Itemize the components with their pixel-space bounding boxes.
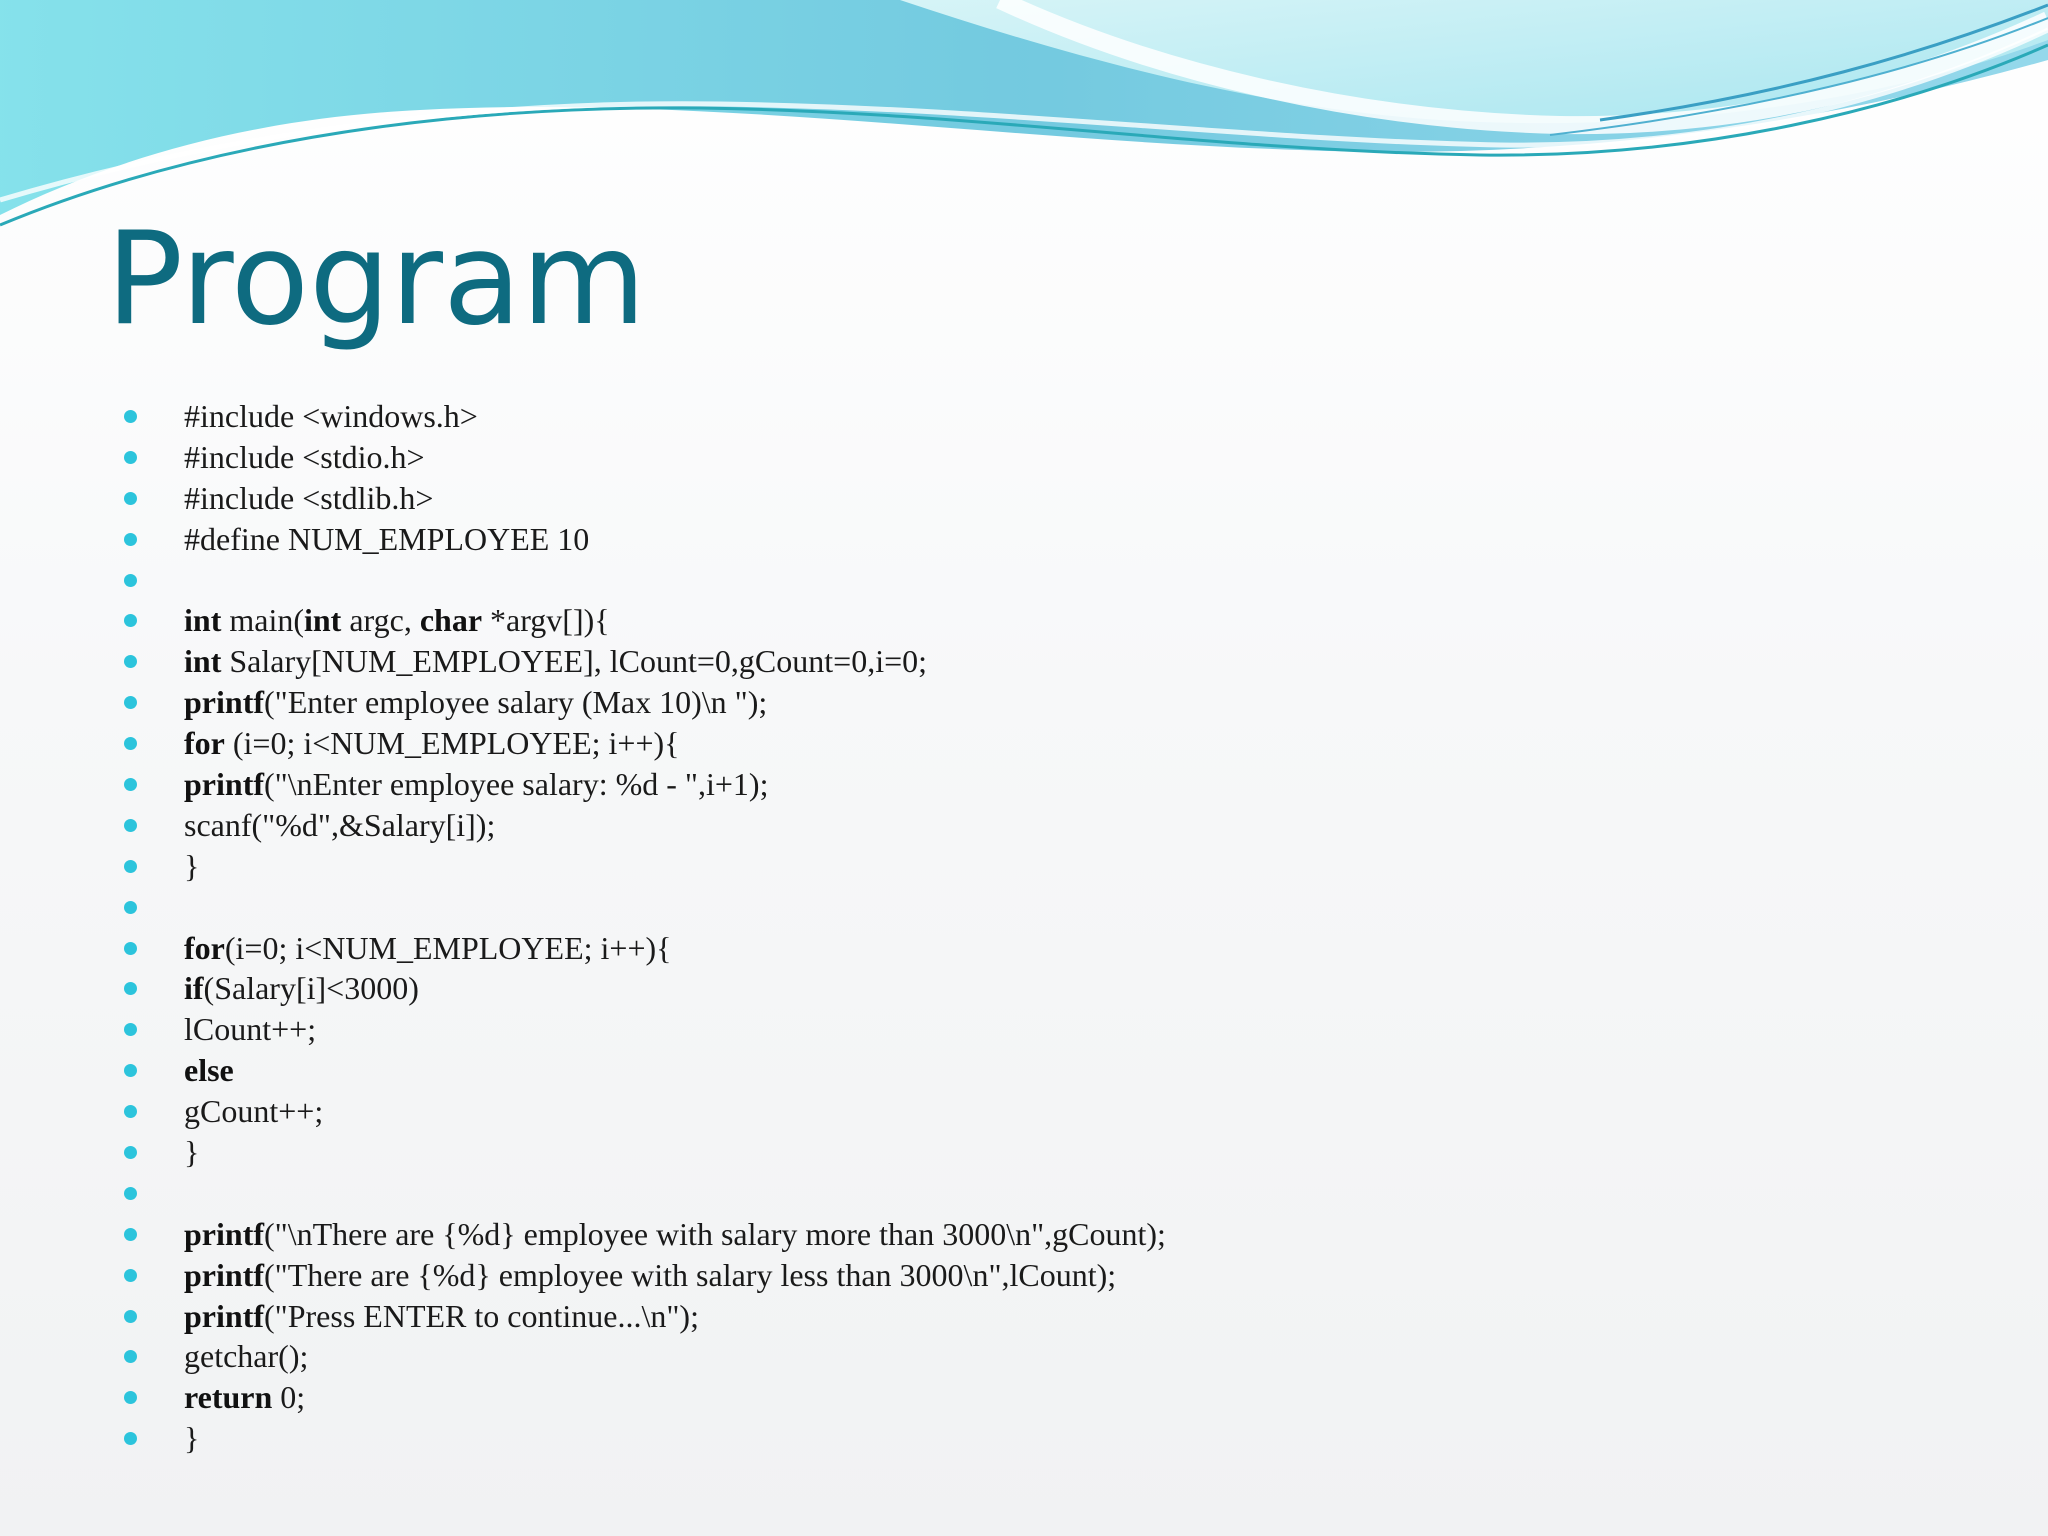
code-line [120, 1132, 1166, 1173]
code-line [120, 560, 1166, 601]
bullet-icon [124, 655, 137, 668]
code-line [120, 1173, 1166, 1214]
code-line [120, 1296, 1166, 1337]
bullet-icon [124, 1023, 137, 1036]
code-text: (i=0; i<NUM_EMPLOYEE; i++){ [224, 929, 672, 966]
bullet-icon [124, 1064, 137, 1077]
bullet-icon [124, 778, 137, 791]
code-line [120, 968, 1166, 1009]
code-keyword: printf [184, 1256, 264, 1293]
bullet-icon [124, 737, 137, 750]
code-text: #include <windows.h> [184, 398, 478, 434]
code-keyword: for [184, 725, 225, 762]
code-line [120, 1336, 1166, 1377]
code-keyword: char [419, 602, 483, 639]
bullet-icon [124, 492, 137, 505]
code-listing [120, 396, 1166, 1459]
code-text: main( [221, 602, 304, 639]
code-text: ("\nEnter employee salary: %d - ",i+1); [264, 766, 769, 803]
bullet-icon [124, 942, 137, 955]
code-text: } [184, 1420, 200, 1457]
code-line [120, 928, 1166, 969]
code-text: (Salary[i]<3000) [203, 970, 419, 1007]
code-line [120, 846, 1166, 887]
bullet-icon [124, 1432, 137, 1445]
code-line [120, 478, 1166, 519]
code-text: getchar(); [184, 1338, 309, 1375]
code-line [120, 887, 1166, 928]
code-text: #include <stdio.h> [184, 438, 425, 475]
code-line [120, 764, 1166, 805]
code-text: 0; [272, 1379, 306, 1416]
bullet-icon [124, 860, 137, 873]
bullet-icon [124, 819, 137, 832]
code-line [120, 1418, 1166, 1459]
code-text: *argv[]){ [482, 602, 610, 639]
code-text: ("\nThere are {%d} employee with salary more than 3000\n",gCount); [264, 1215, 1166, 1252]
code-text: gCount++; [184, 1093, 324, 1130]
bullet-icon [124, 901, 137, 914]
code-line [120, 437, 1166, 478]
code-text: ("There are {%d} employee with salary less than 3000\n",lCount); [264, 1256, 1117, 1293]
bullet-icon [124, 982, 137, 995]
code-text: #include <stdlib.h> [184, 479, 434, 516]
bullet-icon [124, 1228, 137, 1241]
code-keyword: else [184, 1052, 234, 1089]
code-text: #define NUM_EMPLOYEE 10 [184, 520, 590, 557]
code-keyword: if [184, 970, 204, 1007]
code-line [120, 1009, 1166, 1050]
bullet-icon [124, 533, 137, 546]
code-keyword: printf [184, 684, 264, 721]
bullet-icon [124, 1310, 137, 1323]
bullet-icon [124, 1269, 137, 1282]
bullet-icon [124, 1350, 137, 1363]
bullet-icon [124, 1187, 137, 1200]
bullet-icon [124, 1105, 137, 1118]
code-keyword: return [184, 1379, 273, 1416]
code-line [120, 805, 1166, 846]
bullet-icon [124, 1146, 137, 1159]
slide-title: Program [106, 205, 647, 354]
code-line [120, 723, 1166, 764]
code-line [120, 1377, 1166, 1418]
code-text: ("Enter employee salary (Max 10)\n "); [264, 684, 768, 721]
code-keyword: int [184, 643, 222, 680]
code-text: scanf("%d",&Salary[i]); [184, 806, 496, 843]
code-text: argc, [341, 602, 420, 639]
code-line [120, 519, 1166, 560]
bullet-icon [124, 451, 137, 464]
code-line [120, 600, 1166, 641]
bullet-icon [124, 1391, 137, 1404]
code-text: lCount++; [184, 1011, 317, 1048]
code-line [120, 396, 1166, 437]
code-keyword: printf [184, 1297, 264, 1334]
code-keyword: printf [184, 766, 264, 803]
bullet-icon [124, 696, 137, 709]
bullet-icon [124, 410, 137, 423]
code-keyword: for [184, 929, 225, 966]
code-text: } [184, 1134, 200, 1171]
code-text: ("Press ENTER to continue...\n"); [264, 1297, 699, 1334]
code-text: } [184, 847, 200, 884]
code-text: Salary[NUM_EMPLOYEE], lCount=0,gCount=0,i=0; [221, 643, 928, 680]
code-line [120, 1050, 1166, 1091]
bullet-icon [124, 574, 137, 587]
code-line [120, 641, 1166, 682]
code-line [120, 1214, 1166, 1255]
code-keyword: printf [184, 1215, 264, 1252]
code-line [120, 682, 1166, 723]
code-keyword: int [303, 602, 342, 639]
code-text: (i=0; i<NUM_EMPLOYEE; i++){ [224, 725, 680, 762]
code-line [120, 1091, 1166, 1132]
code-keyword: int [184, 602, 222, 639]
code-line [120, 1255, 1166, 1296]
bullet-icon [124, 614, 137, 627]
